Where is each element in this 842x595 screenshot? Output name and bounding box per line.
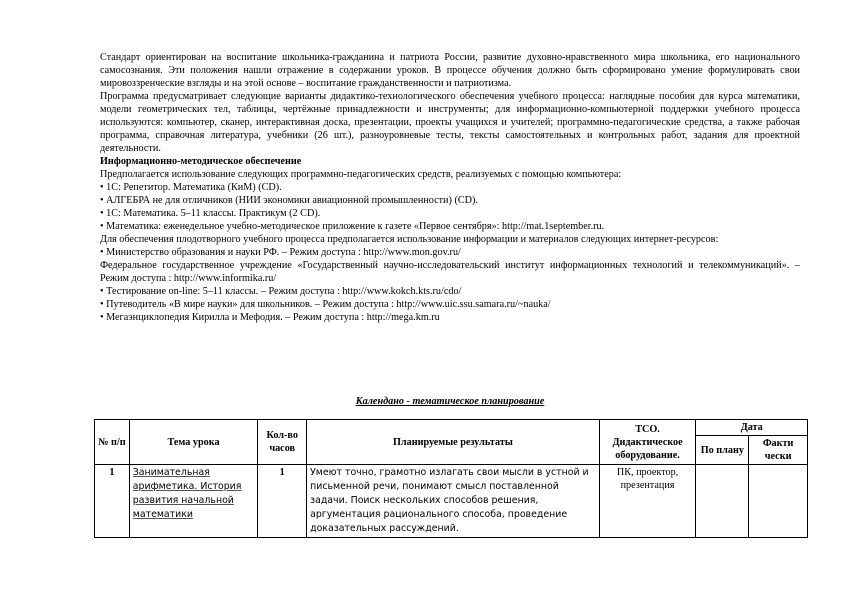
software-item: • АЛГЕБРА не для отличников (НИИ экономики авиационной промышленности) (CD). xyxy=(100,195,478,206)
cell-tso: ПК, проектор, презентация xyxy=(599,465,696,538)
header-hours: Кол-во часов xyxy=(258,420,307,465)
header-plan: По плану xyxy=(696,436,749,465)
software-item: • 1С: Репетитор. Математика (КиМ) (CD). xyxy=(100,182,282,193)
internet-item: Федеральное государственное учреждение «Государственный научно-исследовательский институт информационных технологий и телекоммуникаций». – Режим доступа : http://www.informika.ru/ xyxy=(100,260,800,284)
cell-num: 1 xyxy=(95,465,130,538)
header-num: № п/п xyxy=(95,420,130,465)
planning-table xyxy=(94,419,808,538)
header-fact: Факти чески xyxy=(749,436,808,465)
cell-results: Умеют точно, грамотно излагать свои мысли в устной и письменной речи, понимают смысл поставленной задачи. Поиск нескольких способов решения, аргументация рационального способа, проведение доказательных рассуждений. xyxy=(307,465,600,538)
document-body xyxy=(100,51,800,324)
internet-intro: Для обеспечения плодотворного учебного процесса предполагается использование информации и материалов следующих интернет-ресурсов: xyxy=(100,234,719,245)
header-tso: ТСО. Дидактическое оборудование. xyxy=(599,420,696,465)
header-topic: Тема урока xyxy=(129,420,257,465)
internet-item: • Министерство образования и науки РФ. – Режим доступа : http://www.mon.gov.ru/ xyxy=(100,247,461,258)
internet-item: • Мегаэнциклопедия Кирилла и Мефодия. – Режим доступа : http://mega.km.ru xyxy=(100,312,440,323)
software-item: • 1С: Математика. 5–11 классы. Практикум (2 CD). xyxy=(100,208,321,219)
table-caption: Календано - тематическое планирование xyxy=(355,396,545,407)
header-date: Дата xyxy=(696,420,808,436)
internet-item: • Тестирование on-line: 5–11 классы. – Режим доступа : http://www.kokch.kts.ru/cdo/ xyxy=(100,286,462,297)
cell-hours: 1 xyxy=(258,465,307,538)
table-header-row xyxy=(95,420,808,436)
software-intro: Предполагается использование следующих программно-педагогических средств, реализуемых с помощью компьютера: xyxy=(100,169,622,180)
intro-paragraph-1: Стандарт ориентирован на воспитание школьника-гражданина и патриота России, развитие духовно-нравственного мира школьника, его национального самосознания. Эти положения нашли отражение в содержании уроков. В процессе обучения должно быть сформировано умение формулировать свои мировоззренческие взгляды и на этой основе – воспитание гражданственности и патриотизма. xyxy=(100,52,800,89)
header-results: Планируемые результаты xyxy=(307,420,600,465)
software-item: • Математика: еженедельное учебно-методическое приложение к газете «Первое сентября»: http://mat.1september.ru. xyxy=(100,221,605,232)
cell-plan xyxy=(696,465,749,538)
section-heading: Информационно-методическое обеспечение xyxy=(100,156,302,167)
cell-topic: Занимательная арифметика. История развития начальной математики xyxy=(129,465,257,538)
intro-paragraph-2: Программа предусматривает следующие варианты дидактико-технологического обеспечения учебного процесса: наглядные пособия для курса математики, модели геометрических тел, таблицы, чертёжные принадлежности и инструменты; для информационно-компьютерной поддержки учебного процесса используются: компьютер, сканер, интерактивная доска, презентации, проекты учащихся и учителей; программно-педагогические средства, а также рабочая программа, справочная литература, учебники (26 шт.), разноуровневые тесты, тексты самостоятельных и контрольных работ, задания для проектной деятельности. xyxy=(100,91,800,154)
cell-fact xyxy=(749,465,808,538)
table-row xyxy=(95,465,808,538)
internet-item: • Путеводитель «В мире науки» для школьников. – Режим доступа : http://www.uic.ssu.samara.ru/~nauka/ xyxy=(100,299,551,310)
